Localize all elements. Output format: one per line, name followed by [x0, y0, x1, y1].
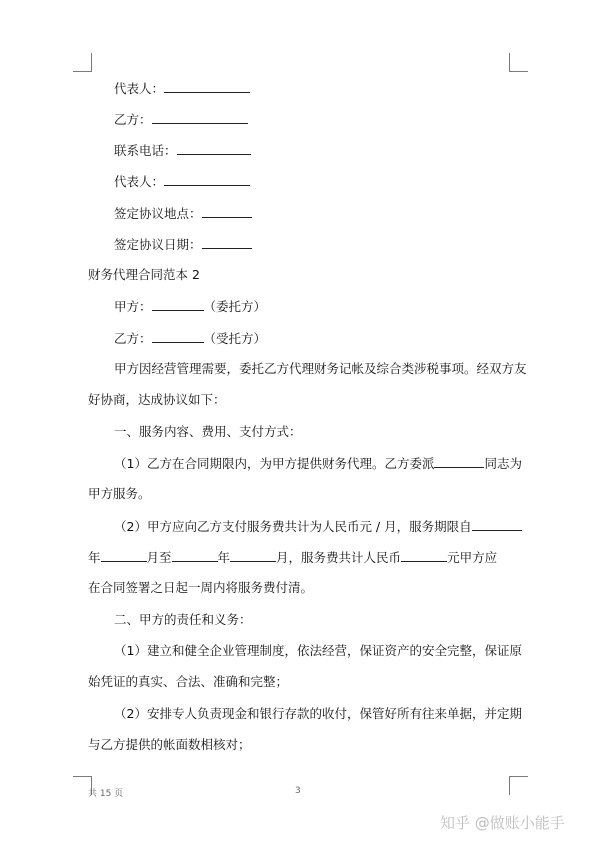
clause-1-line-2: 甲方服务。: [88, 486, 151, 501]
crop-mark-top-right: [509, 53, 528, 72]
clause-text: （1）乙方在合同期限内，为甲方提供财务代理。乙方委派: [114, 456, 435, 471]
fill-blank: [152, 111, 248, 124]
duty-2-line-2: 与乙方提供的帐面数相核对；: [88, 737, 251, 752]
clause-text: 同志为: [484, 456, 522, 471]
clause-text: 年: [88, 550, 101, 565]
signing-place-label: 签定协议地点：: [114, 206, 202, 221]
clause-text: 元甲方应: [447, 550, 498, 565]
clause-2-line-1: [114, 518, 522, 535]
representative-line-2: [114, 173, 250, 190]
crop-mark-top-left: [73, 53, 92, 72]
fill-blank: [101, 549, 147, 562]
clause-2-line-3: 在合同签署之日起一周内将服务费付清。: [88, 580, 314, 595]
clause-heading-1: 一、服务内容、费用、支付方式：: [114, 424, 302, 439]
party-b-role-line: [114, 330, 266, 347]
signing-date-line: [114, 236, 252, 253]
fill-blank: [172, 549, 218, 562]
duty-1-line-1: （1）建立和健全企业管理制度，依法经营，保证资产的安全完整，保证原: [114, 643, 522, 658]
clause-heading-2: 二、甲方的责任和义务：: [114, 612, 252, 627]
intro-paragraph-line-1: 甲方因经营管理需要，委托乙方代理财务记帐及综合类涉税事项。经双方友: [114, 361, 527, 376]
watermark-text: 知乎 @做账小能手: [440, 814, 565, 832]
clause-text: 年: [217, 550, 231, 565]
party-a-line: [114, 298, 266, 315]
intro-paragraph-line-2: 好协商，达成协议如下：: [88, 392, 226, 407]
fill-blank: [177, 142, 251, 155]
page-number: 3: [295, 786, 301, 796]
signing-date-label: 签定协议日期：: [114, 237, 202, 252]
party-b-role: （受托方）: [203, 331, 267, 346]
fill-blank: [202, 205, 252, 218]
fill-blank: [164, 80, 250, 93]
crop-mark-bottom-right: [509, 776, 528, 795]
clause-1-line-1: [114, 455, 522, 472]
fill-blank: [164, 173, 250, 186]
fill-blank: [472, 518, 522, 531]
party-b-label: 乙方：: [114, 331, 152, 346]
signing-place-line: [114, 205, 252, 222]
fill-blank: [152, 298, 204, 311]
fill-blank: [152, 330, 204, 343]
fill-blank: [434, 455, 484, 468]
party-a-label: 甲方：: [114, 299, 152, 314]
clause-text: （2）甲方应向乙方支付服务费共计为人民币元 / 月，服务期限自: [114, 519, 472, 534]
party-a-role: （委托方）: [203, 299, 267, 314]
phone-line: [114, 142, 251, 159]
phone-label: 联系电话：: [114, 143, 177, 158]
party-b-label: 乙方：: [114, 112, 152, 127]
representative-line-1: [114, 80, 250, 97]
fill-blank: [230, 549, 276, 562]
duty-2-line-1: （2）安排专人负责现金和银行存款的收付，保管好所有往来单据，并定期: [114, 706, 522, 721]
duty-1-line-2: 始凭证的真实、合法、准确和完整；: [88, 674, 289, 689]
section-heading: 财务代理合同范本 2: [88, 267, 200, 282]
fill-blank: [202, 236, 252, 249]
party-b-line: [114, 111, 248, 128]
fill-blank: [401, 549, 447, 562]
representative-label: 代表人：: [114, 81, 165, 96]
clause-text: 月至: [146, 550, 172, 565]
clause-text: 月，服务费共计人民币: [276, 550, 402, 565]
representative-label: 代表人：: [114, 174, 165, 189]
total-pages-footer: 共 15 页: [88, 789, 124, 799]
clause-2-line-2: [88, 549, 497, 566]
